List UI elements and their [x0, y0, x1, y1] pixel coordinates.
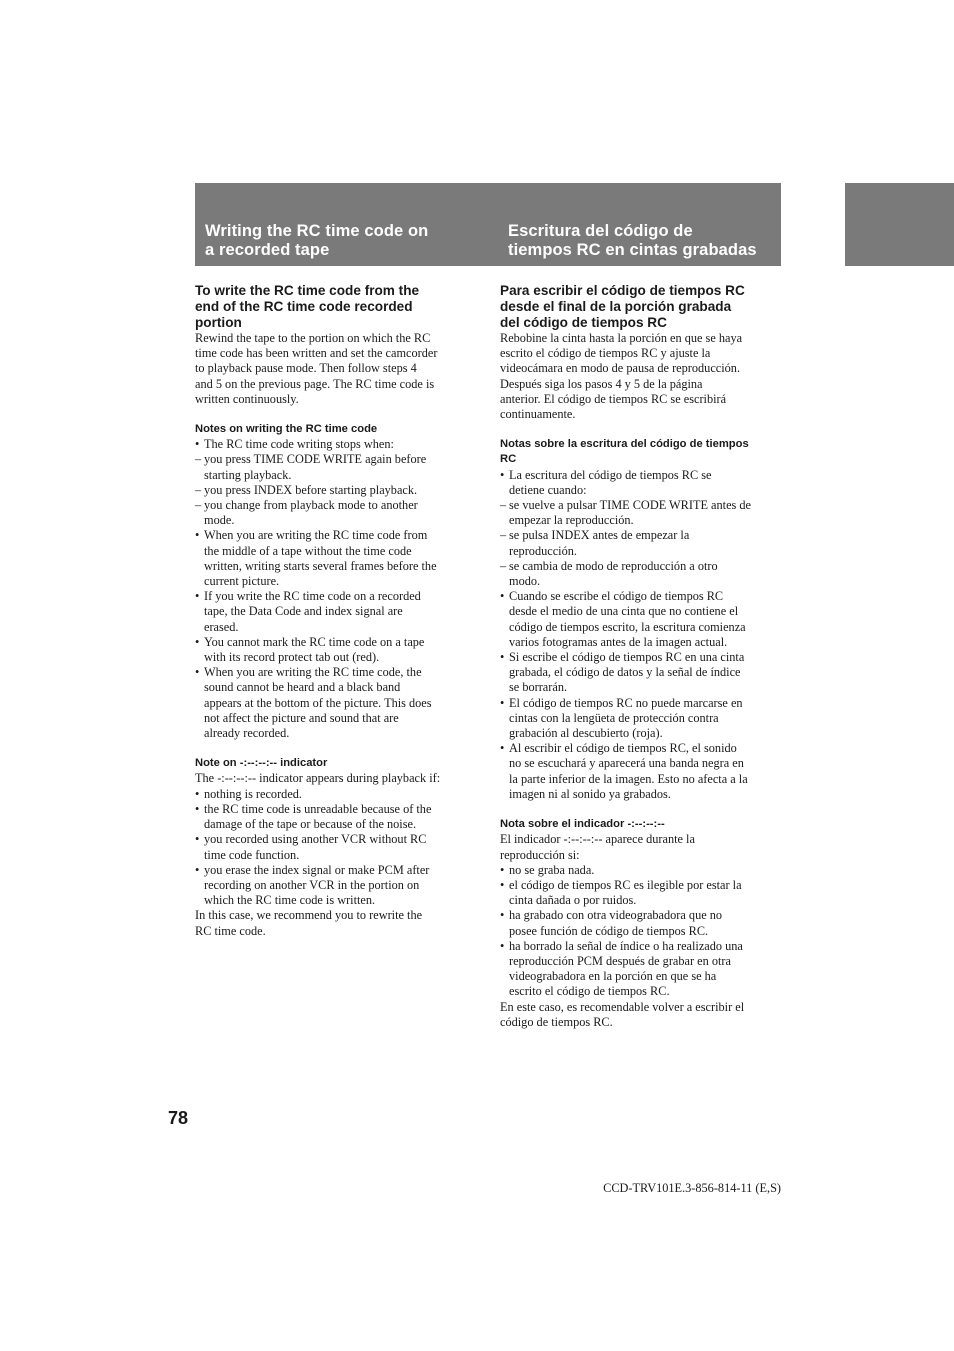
dash-icon: –	[500, 528, 507, 543]
section-title-es	[508, 222, 757, 259]
list-item-line: Al escribir el código de tiempos RC, el sonido	[509, 741, 737, 756]
text-line: tiempos RC en cintas grabadas	[508, 240, 757, 259]
model-code-footer: CCD-TRV101E.3-856-814-11 (E,S)	[603, 1181, 781, 1195]
list-item-line: the RC time code is unreadable because of the	[204, 801, 432, 816]
bullet-icon: •	[195, 589, 200, 604]
dash-icon: –	[195, 452, 202, 467]
list-item	[500, 908, 784, 938]
list-item	[500, 498, 784, 528]
list-item-line: nothing is recorded.	[204, 786, 303, 801]
text-line: anterior. El código de tiempos RC se escribirá	[500, 391, 727, 406]
list-item-line: El código de tiempos RC no puede marcarse en	[509, 695, 743, 710]
english-column	[195, 283, 479, 939]
dash-icon: –	[195, 498, 202, 513]
list-item	[500, 559, 784, 589]
recommendation-text	[195, 908, 479, 938]
list-item-line: reproducción.	[509, 543, 577, 558]
list-item-line: se cambia de modo de reproducción a otro	[509, 558, 718, 573]
procedure-heading	[195, 283, 479, 331]
list-item-line: se borrarán.	[509, 680, 568, 695]
text-line: portion	[195, 315, 242, 330]
list-item-line: you recorded using another VCR without RC	[204, 832, 427, 847]
list-item	[500, 528, 784, 558]
chapter-tab	[845, 183, 954, 266]
list-item	[195, 452, 479, 482]
text-line: Para escribir el código de tiempos RC	[500, 283, 745, 298]
list-item-line: The RC time code writing stops when:	[204, 437, 394, 452]
text-line: Después siga los pasos 4 y 5 de la página	[500, 376, 703, 391]
text-line: escrito el código de tiempos RC y ajuste la	[500, 346, 711, 361]
indicator-note-heading	[195, 756, 479, 771]
procedure-text-es	[500, 331, 784, 422]
list-item	[500, 696, 784, 742]
list-item-line: desde el medio de una cinta que no contiene el	[509, 604, 739, 619]
text-line: Writing the RC time code on	[205, 222, 429, 240]
text-line: Notes on writing the RC time code	[195, 423, 378, 436]
list-item-line: the middle of a tape without the time code	[204, 543, 412, 558]
list-item	[195, 589, 479, 635]
list-item-line: La escritura del código de tiempos RC se	[509, 467, 712, 482]
list-item	[195, 498, 479, 528]
list-item-line: which the RC time code is written.	[204, 893, 376, 908]
list-item-line: modo.	[509, 574, 541, 589]
indicator-conditions-list	[195, 787, 479, 909]
list-item	[500, 650, 784, 696]
list-item	[195, 832, 479, 862]
notes-list-es	[500, 468, 784, 802]
list-item-line: no se graba nada.	[509, 862, 595, 877]
bullet-icon: •	[195, 832, 200, 847]
list-item-line: erased.	[204, 619, 239, 634]
list-item	[195, 483, 479, 498]
text-line: Note on -:--:--:-- indicator	[195, 757, 328, 770]
bullet-icon: •	[195, 634, 200, 649]
procedure-text	[195, 331, 479, 407]
text-line: time code has been written and set the camcorder	[195, 346, 438, 361]
bullet-icon: •	[195, 862, 200, 877]
text-line: Nota sobre el indicador -:--:--:--	[500, 818, 665, 831]
list-item	[500, 878, 784, 908]
list-item	[195, 665, 479, 741]
bullet-icon: •	[500, 938, 505, 953]
list-item-line: imagen ni al sonido ya grabados.	[509, 786, 671, 801]
list-item-line: If you write the RC time code on a recorded	[204, 589, 421, 604]
list-item	[195, 787, 479, 802]
list-item-line: detiene cuando:	[509, 482, 587, 497]
text-line: RC	[500, 453, 517, 466]
text-line: to playback pause mode. Then follow steps 4	[195, 361, 417, 376]
indicator-note-intro	[195, 771, 479, 786]
text-line: del código de tiempos RC	[500, 315, 667, 330]
page-number: 78	[168, 1108, 189, 1128]
notes-heading-es	[500, 437, 784, 467]
list-item-line: you press INDEX before starting playback.	[204, 482, 418, 497]
text-line: Rebobine la cinta hasta la porción en que se haya	[500, 331, 743, 345]
bullet-icon: •	[500, 862, 505, 877]
list-item-line: time code function.	[204, 847, 300, 862]
list-item-line: you press TIME CODE WRITE again before	[204, 452, 427, 467]
list-item-line: grabación al descubierto (roja).	[509, 726, 663, 741]
text-line: end of the RC time code recorded	[195, 299, 413, 314]
list-item-line: You cannot mark the RC time code on a tape	[204, 634, 425, 649]
text-line: En este caso, es recomendable volver a escribir el	[500, 999, 745, 1014]
list-item	[195, 863, 479, 909]
list-item-line: grabada, el código de datos y la señal de índice	[509, 665, 741, 680]
list-item-line: la parte inferior de la imagen. Esto no afecta a la	[509, 771, 748, 786]
text-line: continuamente.	[500, 407, 576, 422]
text-line: To write the RC time code from the	[195, 283, 420, 298]
text-line: desde el final de la porción grabada	[500, 299, 732, 314]
list-item-line: tape, the Data Code and index signal are	[204, 604, 403, 619]
list-item	[500, 589, 784, 650]
list-item	[500, 741, 784, 802]
dash-icon: –	[195, 482, 202, 497]
list-item-line: ha borrado la señal de índice o ha realizado una	[509, 938, 743, 953]
bullet-icon: •	[500, 467, 505, 482]
list-item-line: videograbadora en la porción en que se ha	[509, 969, 717, 984]
bullet-icon: •	[195, 437, 200, 452]
list-item-line: damage of the tape or because of the noise.	[204, 817, 417, 832]
list-item-line: you change from playback mode to another	[204, 498, 418, 513]
list-item-line: with its record protect tab out (red).	[204, 650, 380, 665]
list-item-line: appears at the bottom of the picture. This does	[204, 695, 432, 710]
text-line: The -:--:--:-- indicator appears during playback if:	[195, 771, 441, 786]
bullet-icon: •	[195, 801, 200, 816]
list-item	[195, 802, 479, 832]
section-title-en	[205, 222, 428, 259]
list-item-line: ha grabado con otra videograbadora que no	[509, 908, 723, 923]
list-item-line: sound cannot be heard and a black band	[204, 680, 401, 695]
list-item-line: written, writing starts several frames before the	[204, 558, 437, 573]
list-item-line: recording on another VCR in the portion on	[204, 877, 420, 892]
list-item	[500, 468, 784, 498]
text-line: a recorded tape	[205, 240, 330, 259]
bullet-icon: •	[195, 528, 200, 543]
text-line: Escritura del código de	[508, 222, 693, 240]
procedure-heading-es	[500, 283, 784, 331]
list-item	[195, 437, 479, 452]
list-item-line: When you are writing the RC time code from	[204, 528, 428, 543]
text-line: videocámara en modo de pausa de reproducción.	[500, 361, 741, 376]
indicator-note-intro-es	[500, 832, 784, 862]
list-item-line: current picture.	[204, 574, 280, 589]
list-item-line: When you are writing the RC time code, the	[204, 665, 422, 680]
bullet-icon: •	[195, 665, 200, 680]
list-item-line: escrito el código de tiempos RC.	[509, 984, 670, 999]
bullet-icon: •	[500, 695, 505, 710]
spanish-column	[500, 283, 784, 1030]
text-line: código de tiempos RC.	[500, 1014, 613, 1029]
list-item-line: el código de tiempos RC es ilegible por estar la	[509, 877, 742, 892]
list-item-line: cintas con la lengüeta de protección contra	[509, 710, 719, 725]
list-item-line: código de tiempos escrito, la escritura comienza	[509, 619, 746, 634]
text-line: written continuously.	[195, 391, 299, 406]
list-item-line: se vuelve a pulsar TIME CODE WRITE antes de	[509, 498, 752, 513]
list-item	[500, 939, 784, 1000]
list-item-line: Si escribe el código de tiempos RC en una cinta	[509, 650, 745, 665]
list-item-line: Cuando se escribe el código de tiempos RC	[509, 589, 724, 604]
list-item-line: you erase the index signal or make PCM after	[204, 862, 430, 877]
list-item-line: no se escuchará y aparecerá una banda negra en	[509, 756, 744, 771]
recommendation-text-es	[500, 1000, 784, 1030]
dash-icon: –	[500, 498, 507, 513]
list-item-line: reproducción PCM después de grabar en otra	[509, 953, 731, 968]
list-item-line: already recorded.	[204, 726, 290, 741]
list-item-line: cinta dañada o por ruidos.	[509, 893, 637, 908]
list-item	[195, 528, 479, 589]
text-line: El indicador -:--:--:-- aparece durante la	[500, 832, 695, 847]
text-line: and 5 on the previous page. The RC time code is	[195, 376, 435, 391]
dash-icon: –	[500, 558, 507, 573]
indicator-note-heading-es	[500, 817, 784, 832]
list-item-line: starting playback.	[204, 467, 292, 482]
list-item	[500, 863, 784, 878]
text-line: RC time code.	[195, 923, 266, 938]
indicator-conditions-list-es	[500, 863, 784, 1000]
text-line: Notas sobre la escritura del código de tiempos	[500, 438, 749, 451]
text-line: reproducción si:	[500, 847, 580, 862]
bullet-icon: •	[500, 650, 505, 665]
bullet-icon: •	[500, 877, 505, 892]
list-item-line: se pulsa INDEX antes de empezar la	[509, 528, 690, 543]
list-item-line: varios fotogramas antes de la imagen actual.	[509, 634, 728, 649]
bullet-icon: •	[500, 741, 505, 756]
list-item	[195, 635, 479, 665]
text-line: Rewind the tape to the portion on which the RC	[195, 331, 431, 345]
list-item-line: empezar la reproducción.	[509, 513, 634, 528]
bullet-icon: •	[195, 786, 200, 801]
text-line: In this case, we recommend you to rewrite the	[195, 908, 423, 923]
list-item-line: mode.	[204, 513, 235, 528]
bullet-icon: •	[500, 908, 505, 923]
bullet-icon: •	[500, 589, 505, 604]
list-item-line: not affect the picture and sound that are	[204, 710, 399, 725]
notes-list	[195, 437, 479, 741]
list-item-line: posee función de código de tiempos RC.	[509, 923, 709, 938]
notes-heading	[195, 422, 479, 437]
